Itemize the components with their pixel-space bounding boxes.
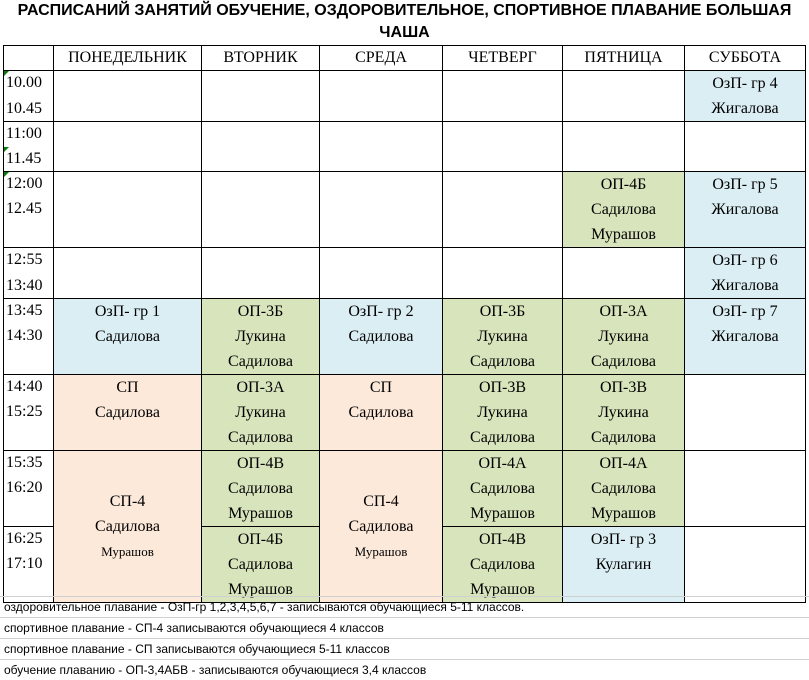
empty-cell bbox=[443, 71, 563, 122]
class-teacher: Садилова bbox=[470, 353, 535, 370]
class-teacher: Мурашов bbox=[228, 581, 293, 598]
time-cell: 14:40 bbox=[4, 375, 54, 400]
time-cell: 13:45 bbox=[4, 299, 54, 324]
empty-cell bbox=[685, 122, 806, 172]
class-teacher: Лукина bbox=[477, 404, 528, 421]
class-teacher: Садилова bbox=[470, 480, 535, 497]
class-group: ОзП- гр 5 bbox=[712, 176, 778, 193]
class-group: ОП-3А bbox=[236, 379, 285, 396]
class-teacher: Мурашов bbox=[228, 505, 293, 522]
table-row bbox=[4, 122, 806, 147]
class-teacher: Лукина bbox=[235, 328, 286, 345]
time-cell: 12:55 bbox=[4, 248, 54, 274]
note-line: спортивное плавание - СП-4 записываются обучающиеся 4 классов bbox=[0, 617, 809, 638]
class-group: СП bbox=[369, 379, 393, 396]
class-cell bbox=[563, 299, 685, 375]
class-cell bbox=[320, 299, 443, 375]
class-teacher: Лукина bbox=[598, 404, 649, 421]
class-group: ОП-4В bbox=[478, 531, 527, 548]
note-line: оздоровительное плавание - ОзП-гр 1,2,3,4,5,6,7 - записываются обучающиеся 5-11 классов. bbox=[0, 596, 809, 617]
class-cell bbox=[202, 299, 320, 375]
day-header: СУББОТА bbox=[685, 46, 806, 71]
table-row bbox=[4, 248, 806, 274]
class-cell bbox=[685, 71, 806, 122]
note-line: обучение плаванию - ОП-3,4АБВ - записываются обучающиеся 3,4 классов bbox=[0, 659, 809, 680]
class-cell bbox=[563, 375, 685, 451]
table-row bbox=[4, 451, 806, 476]
time-cell: 15:25 bbox=[4, 400, 54, 425]
empty-cell bbox=[320, 71, 443, 122]
time-cell: 10.00 bbox=[4, 71, 54, 97]
time-cell: 11.45 bbox=[4, 147, 54, 172]
class-group: ОП-4В bbox=[236, 455, 285, 472]
class-teacher: Садилова bbox=[591, 429, 656, 446]
class-teacher: Садилова bbox=[591, 353, 656, 370]
class-group: ОП-3Б bbox=[237, 303, 284, 320]
class-teacher: Садилова bbox=[470, 429, 535, 446]
day-header: ВТОРНИК bbox=[202, 46, 320, 71]
class-group: ОзП- гр 3 bbox=[590, 531, 657, 548]
class-cell bbox=[443, 527, 563, 603]
empty-cell bbox=[563, 71, 685, 122]
class-cell bbox=[320, 451, 443, 603]
class-teacher: Садилова bbox=[591, 480, 656, 497]
time-cell: 16:25 bbox=[4, 527, 54, 552]
empty-cell bbox=[202, 122, 320, 172]
page-title bbox=[0, 0, 809, 45]
class-teacher: Жигалова bbox=[711, 277, 779, 294]
class-teacher: Жигалова bbox=[711, 328, 779, 345]
class-group: ОП-4А bbox=[478, 455, 527, 472]
class-teacher: Мурашов bbox=[470, 581, 535, 598]
class-teacher: Мурашов bbox=[101, 544, 154, 559]
empty-cell bbox=[202, 172, 320, 248]
empty-cell bbox=[54, 71, 202, 122]
time-cell bbox=[4, 425, 54, 450]
empty-cell bbox=[685, 527, 806, 603]
time-cell: 12:00 bbox=[4, 172, 54, 197]
empty-cell bbox=[320, 248, 443, 299]
time-cell: 10.45 bbox=[4, 96, 54, 122]
empty-cell bbox=[443, 172, 563, 248]
title-line-2: ЧАША bbox=[379, 24, 430, 41]
class-teacher: Лукина bbox=[598, 328, 649, 345]
class-teacher: Садилова bbox=[95, 518, 160, 535]
header-row bbox=[4, 46, 806, 71]
class-cell bbox=[563, 172, 685, 248]
empty-cell bbox=[685, 451, 806, 527]
table-row bbox=[4, 71, 806, 97]
class-teacher: Садилова bbox=[228, 353, 293, 370]
table-row bbox=[4, 172, 806, 197]
class-cell bbox=[54, 299, 202, 375]
class-teacher: Садилова bbox=[228, 556, 293, 573]
class-teacher: Садилова bbox=[228, 480, 293, 497]
class-cell bbox=[443, 375, 563, 451]
empty-cell bbox=[202, 71, 320, 122]
class-teacher: Садилова bbox=[470, 556, 535, 573]
class-cell bbox=[202, 527, 320, 603]
class-group: ОП-3В bbox=[478, 379, 527, 396]
time-cell bbox=[4, 349, 54, 374]
time-cell: 15:35 bbox=[4, 451, 54, 476]
class-group: ОП-3Б bbox=[479, 303, 526, 320]
empty-cell bbox=[320, 122, 443, 172]
time-cell: 14:30 bbox=[4, 324, 54, 349]
class-teacher: Садилова bbox=[228, 429, 293, 446]
class-cell bbox=[563, 527, 685, 603]
class-group: ОП-4Б bbox=[600, 176, 647, 193]
class-cell bbox=[202, 375, 320, 451]
class-teacher: Мурашов bbox=[591, 226, 656, 243]
time-cell: 13:40 bbox=[4, 273, 54, 299]
class-group: ОзП- гр 1 bbox=[94, 303, 161, 320]
time-cell bbox=[4, 501, 54, 526]
class-teacher: Мурашов bbox=[470, 505, 535, 522]
class-cell bbox=[685, 172, 806, 248]
class-cell bbox=[443, 451, 563, 527]
class-teacher: Садилова bbox=[348, 404, 414, 421]
class-cell bbox=[563, 451, 685, 527]
class-group: ОзП- гр 4 bbox=[712, 75, 778, 92]
class-group: СП bbox=[116, 379, 139, 396]
note-line: спортивное плавание - СП записываются обучающиеся 5-11 классов bbox=[0, 638, 809, 659]
class-teacher: Лукина bbox=[235, 404, 286, 421]
empty-cell bbox=[563, 248, 685, 299]
class-teacher: Мурашов bbox=[354, 544, 408, 559]
class-group: СП-4 bbox=[363, 493, 399, 510]
time-cell: 17:10 bbox=[4, 552, 54, 577]
class-teacher: Садилова bbox=[348, 518, 414, 535]
time-cell bbox=[4, 222, 54, 247]
class-teacher: Садилова bbox=[95, 328, 160, 345]
class-cell bbox=[685, 299, 806, 375]
empty-cell bbox=[443, 122, 563, 172]
class-group: СП-4 bbox=[109, 493, 146, 510]
table-row bbox=[4, 375, 806, 400]
day-header: ЧЕТВЕРГ bbox=[443, 46, 563, 71]
empty-cell bbox=[54, 172, 202, 248]
class-teacher: Кулагин bbox=[595, 556, 652, 573]
class-teacher: Жигалова bbox=[711, 201, 779, 218]
class-teacher: Мурашов bbox=[591, 505, 656, 522]
class-cell bbox=[54, 375, 202, 451]
day-header: ПЯТНИЦА bbox=[563, 46, 685, 71]
class-cell bbox=[54, 451, 202, 603]
corner-cell bbox=[4, 46, 54, 71]
class-cell bbox=[202, 451, 320, 527]
empty-cell bbox=[443, 248, 563, 299]
empty-cell bbox=[320, 172, 443, 248]
empty-cell bbox=[202, 248, 320, 299]
legend-notes bbox=[0, 596, 809, 680]
class-cell bbox=[443, 299, 563, 375]
class-group: ОП-3А bbox=[599, 303, 648, 320]
empty-cell bbox=[54, 248, 202, 299]
class-group: ОзП- гр 2 bbox=[348, 303, 414, 320]
class-cell bbox=[685, 248, 806, 299]
class-teacher: Садилова bbox=[95, 404, 160, 421]
day-header: СРЕДА bbox=[320, 46, 443, 71]
empty-cell bbox=[685, 375, 806, 451]
empty-cell bbox=[54, 122, 202, 172]
class-teacher: Садилова bbox=[591, 201, 656, 218]
empty-cell bbox=[563, 122, 685, 172]
class-teacher: Лукина bbox=[477, 328, 528, 345]
title-line-1: РАСПИСАНИЙ ЗАНЯТИЙ ОБУЧЕНИЕ, ОЗДОРОВИТЕЛЬНОЕ, СПОРТИВНОЕ ПЛАВАНИЕ БОЛЬШАЯ bbox=[17, 2, 792, 19]
time-cell: 16:20 bbox=[4, 476, 54, 501]
class-group: ОП-3В bbox=[599, 379, 648, 396]
class-group: ОзП- гр 6 bbox=[712, 252, 778, 269]
class-group: ОП-4Б bbox=[237, 531, 284, 548]
time-cell: 12.45 bbox=[4, 197, 54, 222]
table-row bbox=[4, 299, 806, 324]
class-cell bbox=[320, 375, 443, 451]
class-group: ОзП- гр 7 bbox=[712, 303, 778, 320]
class-teacher: Садилова bbox=[348, 328, 414, 345]
time-cell: 11:00 bbox=[4, 122, 54, 147]
day-header: ПОНЕДЕЛЬНИК bbox=[54, 46, 202, 71]
class-teacher: Жигалова bbox=[711, 100, 779, 117]
class-group: ОП-4А bbox=[599, 455, 648, 472]
schedule-table bbox=[3, 45, 806, 603]
